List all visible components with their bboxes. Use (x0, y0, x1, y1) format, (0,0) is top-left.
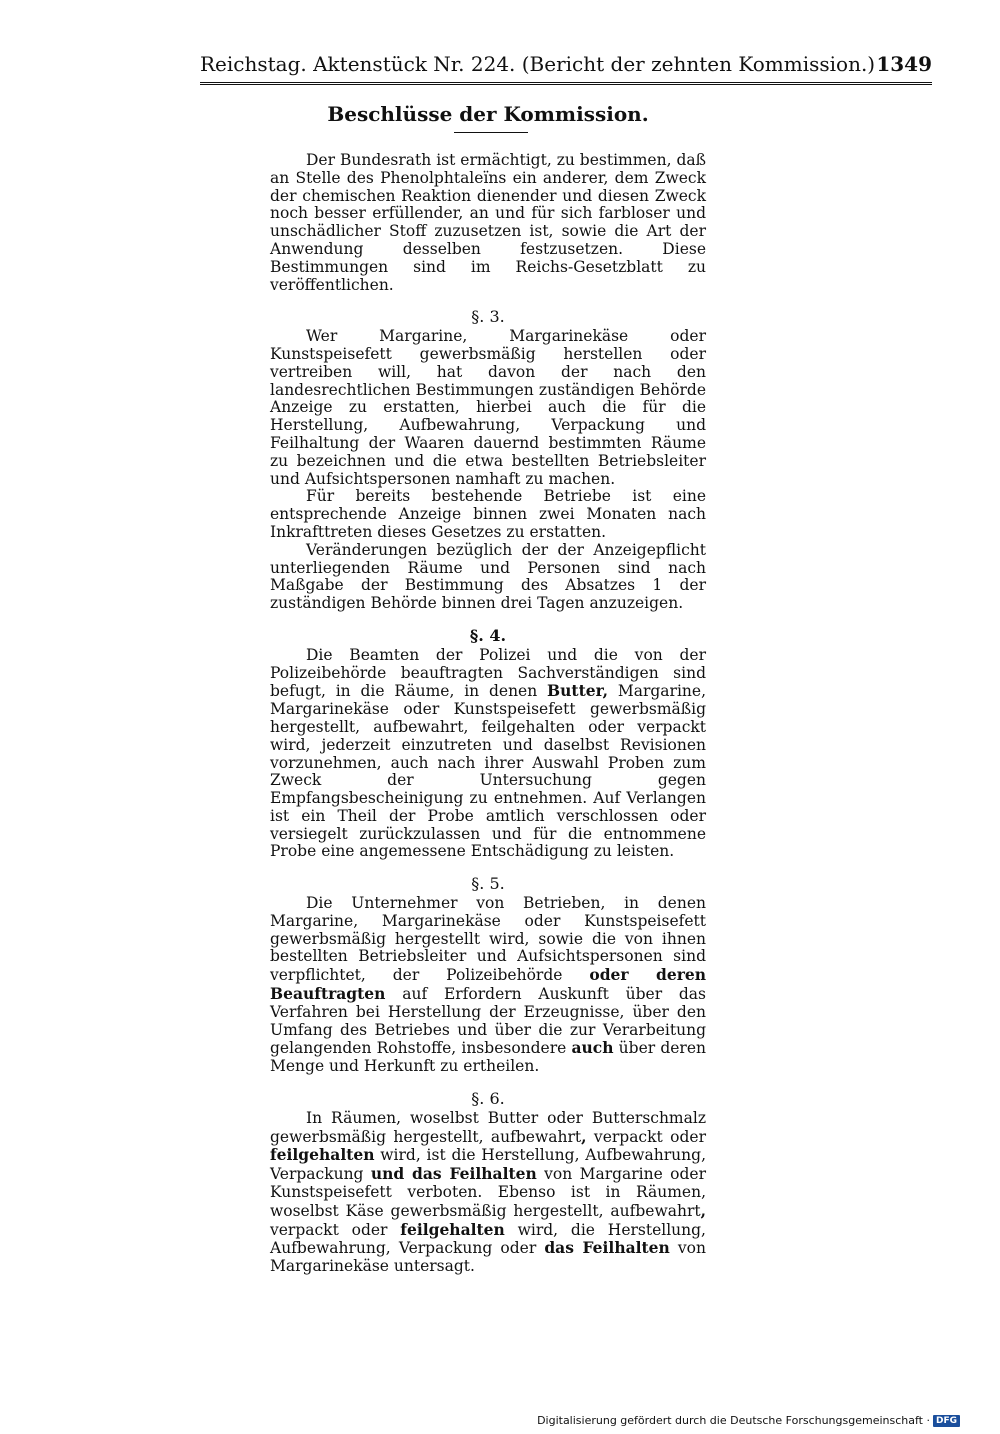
running-title: Reichstag. Aktenstück Nr. 224. (Bericht der zehnten Kommission.) (200, 52, 876, 76)
emphasis-run: und das Feilhalten (370, 1164, 537, 1184)
text-run: Margarine, Margarinekäse oder Kunstspeisefett gewerbsmäßig hergestellt, aufbewahrt, feilgehalten oder verpackt wird, jederzeit einzutreten und daselbst Revisionen vorzunehmen, auch nach ihrer Auswahl Proben zum Zweck der Untersuchung gegen Empfangsbescheinigung zu entnehmen. Auf Verlangen ist ein Theil der Probe amtlich verschlossen oder versiegelt zurückzulassen und für die entnommene Probe eine angemessene Entschädigung zu leisten. (270, 682, 707, 861)
text-run: wird, die Herstellung, Aufbewahrung, Verpackung oder (270, 1220, 706, 1258)
section-heading-3: §. 3. (471, 307, 505, 327)
text-run: verpackt oder (270, 1220, 401, 1239)
document-body (270, 152, 706, 1276)
page-number: 1349 (876, 52, 932, 76)
running-header (200, 48, 932, 85)
emphasis-run: das Feilhalten (544, 1238, 670, 1258)
emphasis-run: Butter, (547, 681, 609, 701)
section-4-paragraph-1 (270, 647, 706, 862)
emphasis-run: feilgehalten (270, 1145, 375, 1165)
credit-text: Digitalisierung gefördert durch die Deutsche Forschungsgemeinschaft · (537, 1414, 930, 1427)
section-heading-6: §. 6. (471, 1089, 505, 1109)
emphasis-run: auch (571, 1038, 614, 1058)
dfg-logo: DFG (933, 1415, 960, 1427)
intro-paragraph: Der Bundesrath ist ermächtigt, zu bestimmen, daß an Stelle des Phenolphtaleïns ein anderer, dem Zweck der chemischen Reaktion dienender und diesen Zweck noch besser erfüllender, an und für sich farbloser und unschädlicher Stoff zuzusetzen ist, sowie die Art der Anwendung desselben festzusetzen. Diese Bestimmungen sind im Reichs-Gesetzblatt zu veröffentlichen. (270, 151, 706, 294)
text-run: Die Unternehmer von Betrieben, in denen Margarine, Margarinekäse oder Kunstspeisefett gewerbsmäßig hergestellt wird, sowie die von ihnen bestellten Betriebsleiter und Aufsichtspersonen sind verpflichtet, der Polizeibehörde (270, 894, 706, 985)
text-run: Die Beamten der Polizei und die von der Polizeibehörde beauftragten Sachverständigen sind befugt, in die Räume, in denen (270, 645, 706, 701)
text-run: über deren Menge und Herkunft zu ertheilen. (270, 1039, 706, 1076)
section-6-paragraph-1 (270, 1110, 706, 1276)
section-3-paragraph-3: Veränderungen bezüglich der der Anzeigepflicht unterliegenden Räume und Personen sind nach Maßgabe der Bestimmung des Absatzes 1 der zuständigen Behörde binnen drei Tagen anzuzeigen. (270, 540, 706, 613)
text-run: von Margarinekäse untersagt. (270, 1239, 706, 1276)
section-heading-4: §. 4. (469, 625, 507, 645)
text-run: auf Erfordern Auskunft über das Verfahren bei Herstellung der Erzeugnisse, über den Umfang des Betriebes und über die zur Verarbeitung gelangenden Rohstoffe, insbesondere (270, 985, 706, 1058)
section-5-paragraph-1 (270, 895, 706, 1076)
emphasis-run: , (581, 1126, 587, 1146)
section-heading-5: §. 5. (471, 874, 505, 894)
text-run: In Räumen, woselbst Butter oder Butterschmalz gewerbsmäßig hergestellt, aufbewahrt (270, 1108, 706, 1146)
emphasis-run: oder deren Beauftragten (270, 965, 706, 1004)
section-3-paragraph-2: Für bereits bestehende Betriebe ist eine entsprechende Anzeige binnen zwei Monaten nach Inkrafttreten dieses Gesetzes zu erstatten. (270, 487, 706, 541)
section-3-paragraph-1: Wer Margarine, Margarinekäse oder Kunstspeisefett gewerbsmäßig herstellen oder vertreiben will, hat davon der nach den landesrechtlichen Bestimmungen zuständigen Behörde Anzeige zu erstatten, hierbei auch die für die Herstellung, Aufbewahrung, Verpackung und Feilhaltung der Waaren dauernd bestimmten Räume zu bezeichnen und die etwa bestellten Betriebsleiter und Aufsichtspersonen namhaft zu machen. (270, 327, 706, 488)
title-divider (454, 132, 528, 133)
text-run: von Margarine oder Kunstspeisefett verboten. Ebenso ist in Räumen, woselbst Käse gewerbsmäßig hergestellt, aufbewahrt (270, 1165, 706, 1220)
digitization-credit (537, 1414, 960, 1427)
text-run: wird, ist die Herstellung, Aufbewahrung, Verpackung (270, 1146, 706, 1184)
emphasis-run: , (700, 1200, 706, 1220)
text-run: verpackt oder (586, 1127, 706, 1146)
emphasis-run: feilgehalten (400, 1219, 505, 1239)
page-title: Beschlüsse der Kommission. (327, 102, 649, 126)
